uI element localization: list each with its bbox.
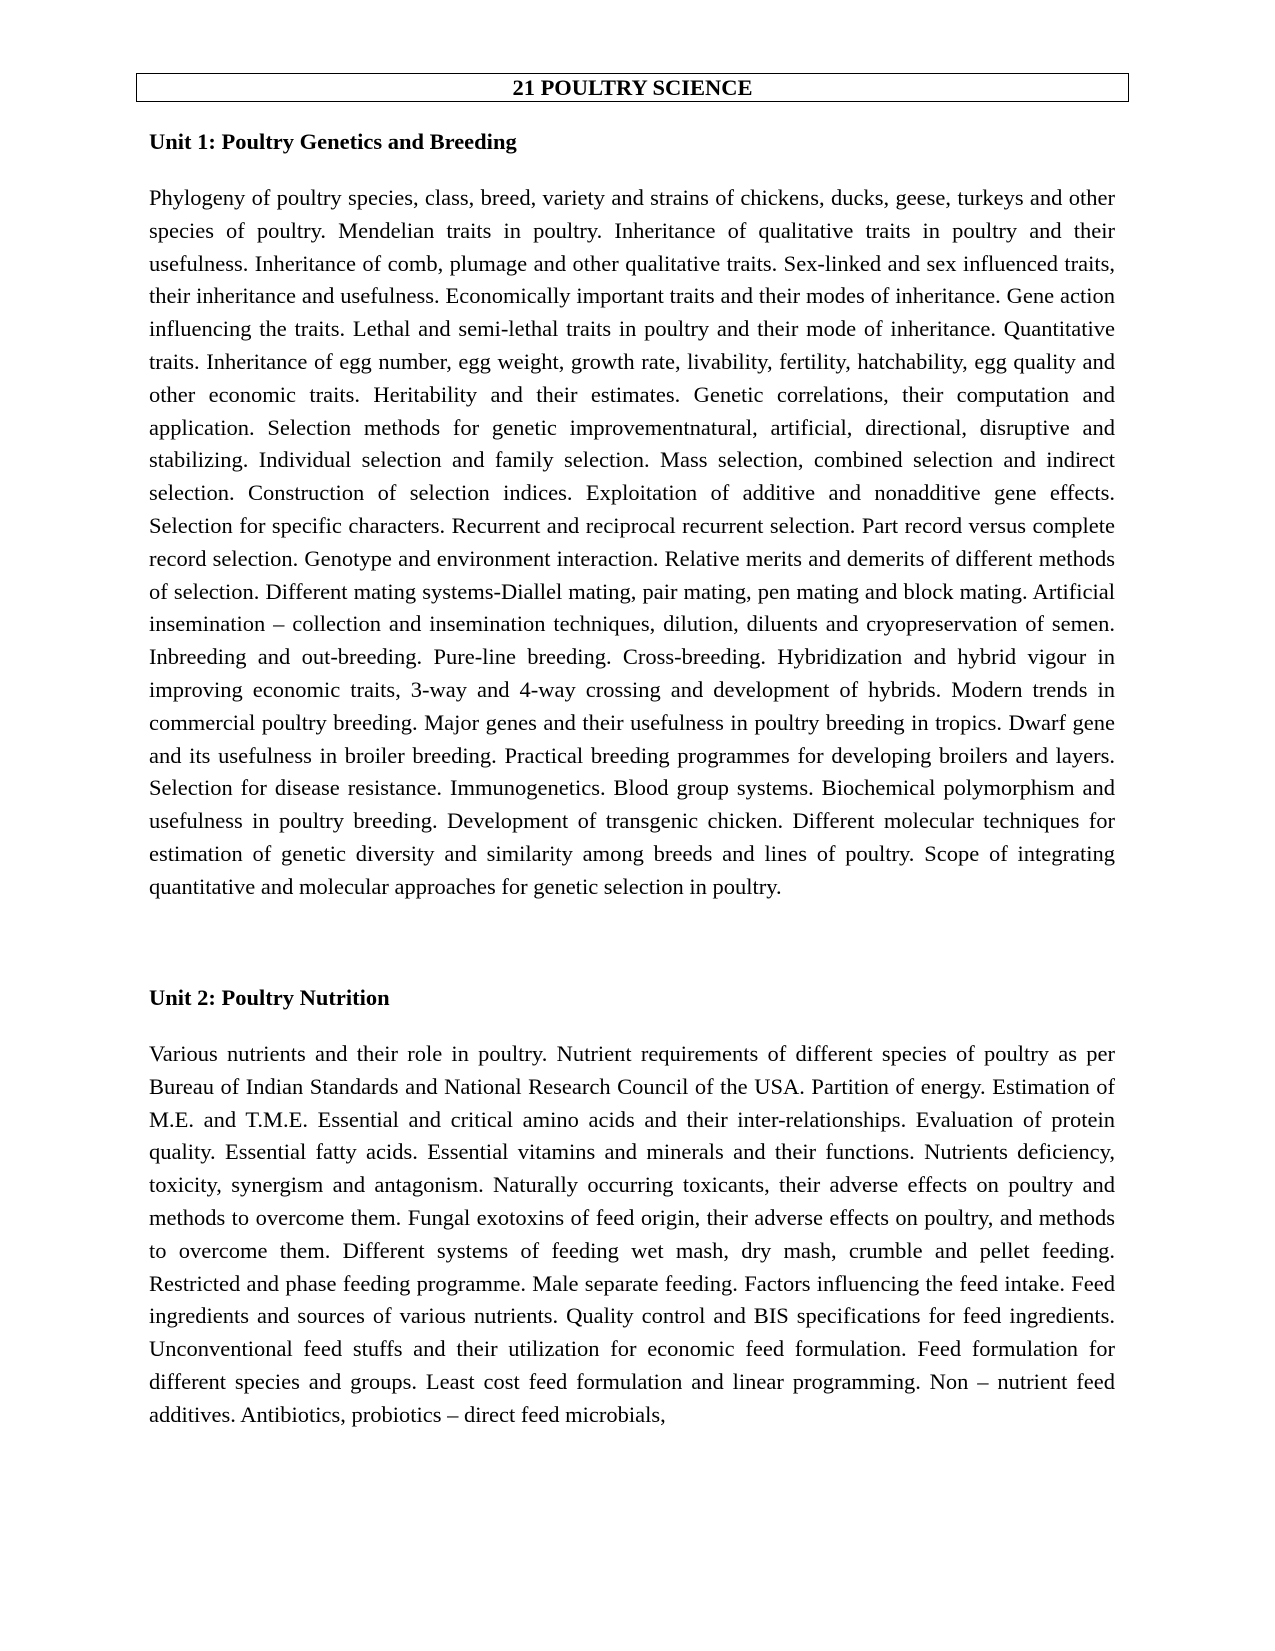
- unit-2-heading: Unit 2: Poultry Nutrition: [149, 985, 390, 1010]
- document-title: 21 POULTRY SCIENCE: [136, 73, 1129, 102]
- unit-2-body: Various nutrients and their role in poultry. Nutrient requirements of different species of poultry as per Bureau of Indian Standards and National Research Council of the USA. Partition of energy. Estimation of M.E. and T.M.E. Essential and critical amino acids and their inter-relationships. Evaluation of protein quality. Essential fatty acids. Essential vitamins and minerals and their functions. Nutrients deficiency, toxicity, synergism and antagonism. Naturally occurring toxicants, their adverse effects on poultry and methods to overcome them. Fungal exotoxins of feed origin, their adverse effects on poultry, and methods to overcome them. Different systems of feeding wet mash, dry mash, crumble and pellet feeding. Restricted and phase feeding programme. Male separate feeding. Factors influencing the feed intake. Feed ingredients and sources of various nutrients. Quality control and BIS specifications for feed ingredients. Unconventional feed stuffs and their utilization for economic feed formulation. Feed formulation for different species and groups. Least cost feed formulation and linear programming. Non – nutrient feed additives. Antibiotics, probiotics – direct feed microbials,: [149, 1041, 1115, 1427]
- unit-1-body: Phylogeny of poultry species, class, breed, variety and strains of chickens, ducks, geese, turkeys and other species of poultry. Mendelian traits in poultry. Inheritance of qualitative traits in poultry and their usefulness. Inheritance of comb, plumage and other qualitative traits. Sex-linked and sex influenced traits, their inheritance and usefulness. Economically important traits and their modes of inheritance. Gene action influencing the traits. Lethal and semi-lethal traits in poultry and their mode of inheritance. Quantitative traits. Inheritance of egg number, egg weight, growth rate, livability, fertility, hatchability, egg quality and other economic traits. Heritability and their estimates. Genetic correlations, their computation and application. Selection methods for genetic improvementnatural, artificial, directional, disruptive and stabilizing. Individual selection and family selection. Mass selection, combined selection and indirect selection. Construction of selection indices. Exploitation of additive and nonadditive gene effects. Selection for specific characters. Recurrent and reciprocal recurrent selection. Part record versus complete record selection. Genotype and environment interaction. Relative merits and demerits of different methods of selection. Different mating systems-Diallel mating, pair mating, pen mating and block mating. Artificial insemination – collection and insemination techniques, dilution, diluents and cryopreservation of semen. Inbreeding and out-breeding. Pure-line breeding. Cross-breeding. Hybridization and hybrid vigour in improving economic traits, 3-way and 4-way crossing and development of hybrids. Modern trends in commercial poultry breeding. Major genes and their usefulness in poultry breeding in tropics. Dwarf gene and its usefulness in broiler breeding. Practical breeding programmes for developing broilers and layers. Selection for disease resistance. Immunogenetics. Blood group systems. Biochemical polymorphism and usefulness in poultry breeding. Development of transgenic chicken. Different molecular techniques for estimation of genetic diversity and similarity among breeds and lines of poultry. Scope of integrating quantitative and molecular approaches for genetic selection in poultry.: [149, 185, 1115, 899]
- unit-1-heading: Unit 1: Poultry Genetics and Breeding: [149, 129, 517, 154]
